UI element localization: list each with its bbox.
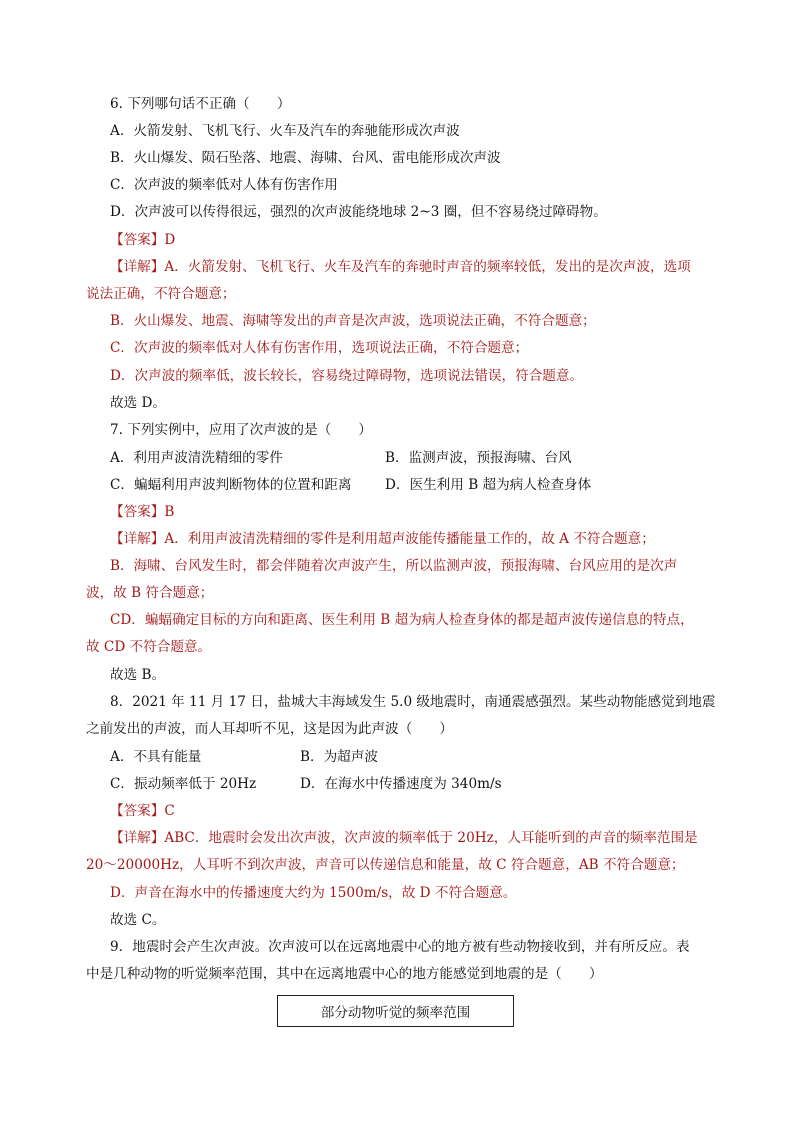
q6-option-c: C．次声波的频率低对人体有伤害作用: [110, 177, 338, 193]
q6-option-b: B．火山爆发、陨石坠落、地震、海啸、台风、雷电能形成次声波: [110, 150, 501, 166]
q8-stem-line: 8．2021 年 11 月 17 日，盐城大丰海域发生 5.0 级地震时，南通震感强烈。某些动物能感觉到地震: [110, 694, 716, 710]
q9-stem-line: 中是几种动物的听觉频率范围，其中在远离地震中心的地方能感觉到地震的是（ ）: [86, 966, 603, 982]
q8-option-a: A．不具有能量: [110, 749, 202, 765]
q6-detail-line: 说法正确，不符合题意；: [86, 286, 236, 302]
table-title: 部分动物听觉的频率范围: [320, 1005, 471, 1021]
q8-detail-line: D．声音在海水中的传播速度大约为 1500m/s，故 D 不符合题意。: [110, 885, 517, 901]
table-title-box: [277, 995, 514, 1027]
q6-detail-line: 【详解】A．火箭发射、飞机飞行、火车及汽车的奔驰时声音的频率较低，发出的是次声波，选项: [110, 259, 691, 275]
q7-detail-line: 波，故 B 符合题意；: [86, 585, 214, 601]
q7-option-c: C．蝙蝠利用声波判断物体的位置和距离: [110, 477, 352, 493]
q7-option-d: D．医生利用 B 超为病人检查身体: [385, 477, 592, 493]
q6-conclusion: 故选 D。: [110, 395, 167, 411]
q7-detail-line: B．海啸、台风发生时，都会伴随着次声波产生，所以监测声波，预报海啸、台风应用的是次声: [110, 558, 678, 574]
q6-detail-line: B．火山爆发、地震、海啸等发出的声音是次声波，选项说法正确，不符合题意；: [110, 313, 596, 329]
q6-option-a: A．火箭发射、飞机飞行、火车及汽车的奔驰能形成次声波: [110, 123, 460, 139]
q6-option-d: D．次声波可以传得很远，强烈的次声波能绕地球 2~3 圈，但不容易绕过障碍物。: [110, 204, 607, 220]
q9-stem-line: 9．地震时会产生次声波。次声波可以在远离地震中心的地方被有些动物接收到，并有所反应。表: [110, 939, 690, 955]
q7-conclusion: 故选 B。: [110, 667, 166, 683]
q7-option-a: A．利用声波清洗精细的零件: [110, 450, 283, 466]
q7-detail-line: CD．蝙蝠确定目标的方向和距离、医生利用 B 超为病人检查身体的都是超声波传递信息的特点，: [110, 612, 694, 628]
q7-detail-line: 故 CD 不符合题意。: [86, 639, 212, 655]
q6-stem: 6. 下列哪句话不正确（ ）: [110, 96, 291, 112]
q8-stem-line: 之前发出的声波，而人耳却听不见，这是因为此声波（ ）: [86, 721, 454, 737]
q6-answer: 【答案】D: [110, 232, 176, 248]
q8-option-c: C．振动频率低于 20Hz: [110, 776, 257, 792]
q7-answer: 【答案】B: [110, 504, 175, 520]
q8-conclusion: 故选 C。: [110, 912, 166, 928]
q8-detail-line: 20～20000Hz，人耳听不到次声波，声音可以传递信息和能量，故 C 符合题意，AB 不符合题意；: [86, 857, 685, 873]
q8-detail-line: 【详解】ABC．地震时会发出次声波，次声波的频率低于 20Hz，人耳能听到的声音的频率范围是: [110, 830, 698, 846]
q6-detail-line: D．次声波的频率低，波长较长，容易绕过障碍物，选项说法错误，符合题意。: [110, 368, 584, 384]
q8-answer: 【答案】C: [110, 803, 175, 819]
q7-detail-line: 【详解】A．利用声波清洗精细的零件是利用超声波能传播能量工作的，故 A 不符合题意；: [110, 531, 655, 547]
q8-option-d: D．在海水中传播速度为 340m/s: [300, 776, 502, 792]
q8-option-b: B．为超声波: [300, 749, 378, 765]
q6-detail-line: C．次声波的频率低对人体有伤害作用，选项说法正确，不符合题意；: [110, 340, 529, 356]
q7-option-b: B．监测声波，预报海啸、台风: [385, 450, 572, 466]
q7-stem: 7. 下列实例中，应用了次声波的是（ ）: [110, 422, 372, 438]
